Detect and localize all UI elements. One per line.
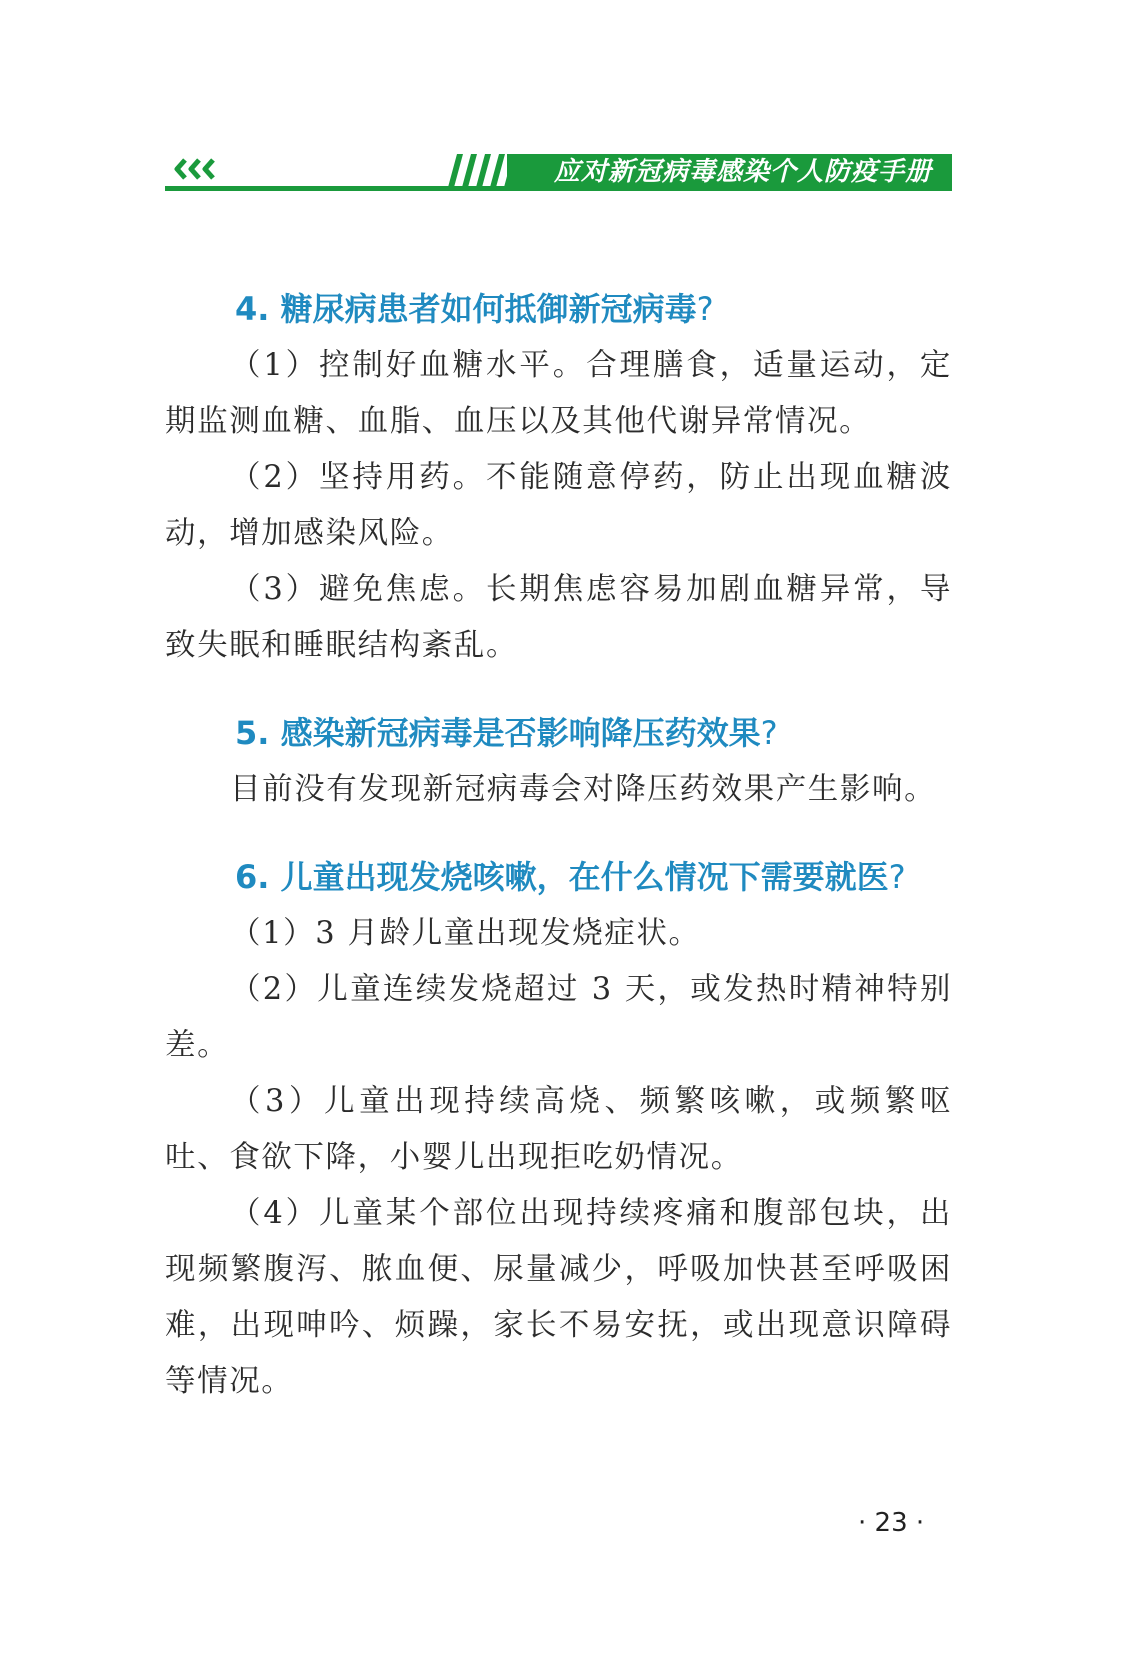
paragraph: 目前没有发现新冠病毒会对降压药效果产生影响。 bbox=[230, 772, 937, 807]
question-title: 4. 糖尿病患者如何抵御新冠病毒? bbox=[235, 290, 714, 328]
paragraph: （1）控制好血糖水平。合理膳食，适量运动，定期监测血糖、血脂、血压以及其他代谢异常情况。 bbox=[165, 348, 952, 439]
paragraph: （3）儿童出现持续高烧、频繁咳嗽，或频繁呕吐、食欲下降，小婴儿出现拒吃奶情况。 bbox=[165, 1084, 952, 1175]
section-5 bbox=[165, 706, 952, 818]
paragraph: （2）儿童连续发烧超过 3 天，或发热时精神特别差。 bbox=[165, 972, 952, 1063]
running-header bbox=[165, 150, 952, 198]
page-number: · 23 · bbox=[858, 1508, 925, 1538]
paragraph: （4）儿童某个部位出现持续疼痛和腹部包块，出现频繁腹泻、脓血便、尿量减少，呼吸加快甚至呼吸困难，出现呻吟、烦躁，家长不易安抚，或出现意识障碍等情况。 bbox=[165, 1196, 952, 1399]
triple-chevron-left-icon bbox=[173, 154, 223, 184]
page-content bbox=[165, 282, 952, 1410]
paragraph: （3）避免焦虑。长期焦虑容易加剧血糖异常，导致失眠和睡眠结构紊乱。 bbox=[165, 572, 952, 663]
section-6 bbox=[165, 850, 952, 1410]
question-title: 6. 儿童出现发烧咳嗽，在什么情况下需要就医? bbox=[235, 858, 906, 896]
question-title: 5. 感染新冠病毒是否影响降压药效果? bbox=[235, 714, 778, 752]
section-4 bbox=[165, 282, 952, 674]
header-title: 应对新冠病毒感染个人防疫手册 bbox=[553, 157, 932, 187]
paragraph: （1）3 月龄儿童出现发烧症状。 bbox=[230, 916, 701, 951]
paragraph: （2）坚持用药。不能随意停药，防止出现血糖波动，增加感染风险。 bbox=[165, 460, 952, 551]
